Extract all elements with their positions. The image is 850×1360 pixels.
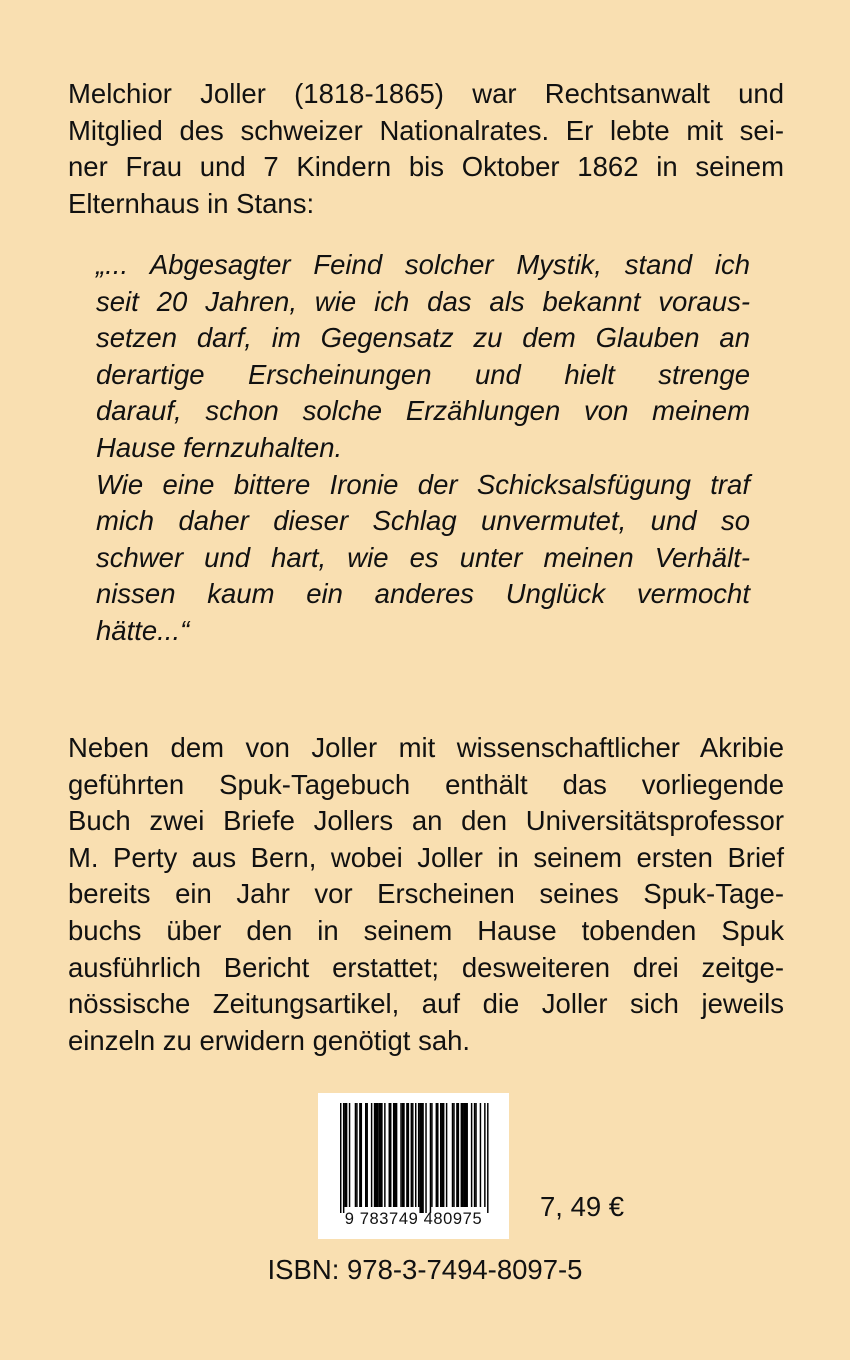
- quote-line: darauf, schon solche Erzählungen von meinem: [96, 395, 750, 427]
- quote-block: [96, 247, 750, 650]
- barcode-bar: [471, 1103, 472, 1207]
- quote-line: seit 20 Jahren, wie ich das als bekannt voraus-: [96, 285, 750, 317]
- barcode-bar: [366, 1103, 367, 1207]
- description-line: Buch zwei Briefe Jollers an den Universitätsprofessor: [68, 805, 784, 837]
- barcode-bar: [431, 1103, 432, 1207]
- barcode-bar: [452, 1103, 453, 1207]
- intro-paragraph: [68, 76, 784, 222]
- isbn: ISBN: 978-3-7494-8097-5: [267, 1254, 583, 1285]
- intro-line: Elternhaus in Stans:: [68, 187, 315, 219]
- barcode-bar: [359, 1103, 362, 1207]
- barcode-bar: [389, 1103, 390, 1207]
- quote-line: derartige Erscheinungen und hielt strenge: [96, 358, 750, 390]
- barcode-bar: [371, 1103, 372, 1207]
- quote-line: Hause fernzuhalten.: [96, 431, 343, 463]
- barcode-bar: [412, 1103, 413, 1207]
- barcode-bars: [318, 1093, 509, 1213]
- description-line: geführten Spuk-Tagebuch enthält das vorliegende: [68, 768, 784, 800]
- intro-line: ner Frau und 7 Kindern bis Oktober 1862 in seinem: [68, 151, 784, 183]
- quote-line: nissen kaum ein anderes Unglück vermocht: [96, 578, 750, 610]
- price: 7, 49 €: [540, 1191, 625, 1222]
- description-line: bereits ein Jahr vor Erscheinen seines Spuk-Tage-: [68, 878, 784, 910]
- barcode-bar: [374, 1103, 378, 1207]
- quote-line: mich daher dieser Schlag unvermutet, und so: [96, 505, 750, 537]
- quote-line: schwer und hart, wie es unter meinen Verhält-: [96, 541, 750, 573]
- barcode-bar: [453, 1103, 454, 1207]
- barcode-bar: [393, 1103, 397, 1207]
- barcode-bar: [446, 1103, 447, 1207]
- intro-line: Mitglied des schweizer Nationalrates. Er lebte mit sei-: [68, 114, 784, 146]
- description-line: Neben dem von Joller mit wissenschaftlicher Akribie: [68, 732, 784, 763]
- quote-line: „... Abgesagter Feind solcher Mystik, stand ich: [96, 249, 750, 280]
- description-line: einzeln zu erwidern genötigt sah.: [68, 1024, 471, 1056]
- barcode-bar: [440, 1103, 441, 1207]
- barcode-bar: [406, 1103, 409, 1207]
- barcode-bar: [365, 1103, 366, 1207]
- description-line: buchs über den in seinem Hause tobenden Spuk: [68, 914, 784, 946]
- barcode-bar: [436, 1103, 439, 1207]
- description-line: nössische Zeitungsartikel, auf die Joller sich jeweils: [68, 988, 784, 1020]
- barcode-bar: [474, 1103, 475, 1207]
- barcode-bar: [415, 1103, 416, 1207]
- description-line: ausführlich Bericht erstattet; desweiteren drei zeitge-: [68, 951, 784, 983]
- barcode-bar: [425, 1103, 426, 1213]
- barcode-bar: [400, 1103, 401, 1207]
- barcode-digits: 9 783749 480975: [344, 1210, 483, 1228]
- barcode-bar: [343, 1103, 344, 1213]
- quote-line: setzen darf, im Gegensatz zu dem Glauben an: [96, 322, 750, 354]
- barcode-bar: [480, 1103, 481, 1207]
- barcode-bar: [430, 1103, 431, 1213]
- barcode-bar: [402, 1103, 405, 1207]
- barcode-bar: [384, 1103, 385, 1207]
- quote-line: hätte...“: [96, 614, 190, 646]
- barcode-bar: [411, 1103, 412, 1207]
- barcode-bar: [344, 1103, 347, 1207]
- barcode-bar: [475, 1103, 476, 1207]
- barcode-bar: [441, 1103, 444, 1207]
- barcode-bar: [390, 1103, 391, 1207]
- barcode-bar: [355, 1103, 356, 1207]
- description-paragraph: [68, 730, 784, 1059]
- barcode-bar: [378, 1103, 382, 1207]
- intro-line: Melchior Joller (1818-1865) war Rechtsanwalt und: [68, 78, 784, 109]
- description-line: M. Perty aus Bern, wobei Joller in seinem ersten Brief: [68, 841, 784, 873]
- barcode-bar: [456, 1103, 459, 1207]
- barcode-bar: [461, 1103, 464, 1207]
- barcode-bar: [349, 1103, 350, 1207]
- barcode-bar: [484, 1103, 485, 1207]
- barcode-bar: [464, 1103, 468, 1207]
- barcode-bar: [418, 1103, 419, 1207]
- barcode: [318, 1093, 509, 1239]
- barcode-bar: [419, 1103, 423, 1213]
- barcode-bar: [340, 1103, 341, 1213]
- barcode-bar: [356, 1103, 357, 1207]
- quote-line: Wie eine bittere Ironie der Schicksalsfügung traf: [96, 468, 750, 500]
- barcode-bar: [487, 1103, 488, 1213]
